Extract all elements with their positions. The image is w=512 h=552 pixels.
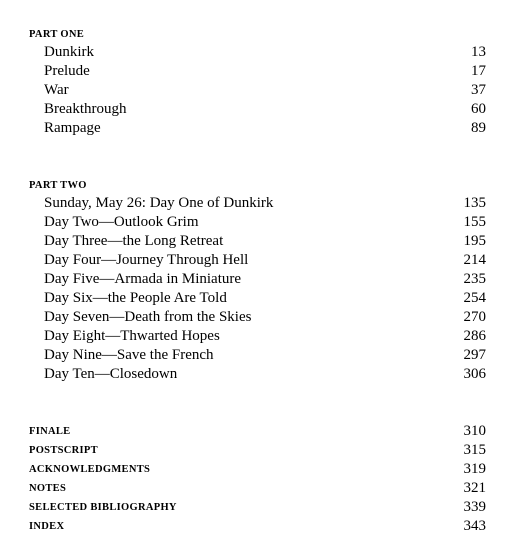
toc-entry-title: ACKNOWLEDGMENTS bbox=[29, 464, 151, 475]
toc-entry-title: INDEX bbox=[29, 521, 65, 532]
toc-entry-page: 235 bbox=[463, 271, 486, 287]
toc-entry-page: 155 bbox=[463, 214, 486, 230]
toc-entry-page: 343 bbox=[463, 518, 486, 534]
toc-entry-title: Day Three—the Long Retreat bbox=[44, 233, 224, 249]
toc-entry-title: Day Eight—Thwarted Hopes bbox=[44, 328, 220, 344]
toc-entry-page: 89 bbox=[471, 120, 486, 136]
toc-entry-page: 60 bbox=[471, 101, 486, 117]
toc-entry-page: 17 bbox=[471, 63, 486, 79]
toc-entry-page: 135 bbox=[463, 195, 486, 211]
toc-entry-page: 214 bbox=[463, 252, 486, 268]
toc-entry-title: Day Ten—Closedown bbox=[44, 366, 178, 382]
toc-entry-page: 254 bbox=[463, 290, 486, 306]
part-one-heading: PART ONE bbox=[29, 29, 85, 40]
toc-entry-title: Rampage bbox=[44, 120, 101, 136]
toc-entry-page: 306 bbox=[463, 366, 486, 382]
toc-entry-title: Day Five—Armada in Miniature bbox=[44, 271, 242, 287]
toc-entry-title: Dunkirk bbox=[44, 44, 94, 60]
toc-entry-title: FINALE bbox=[29, 426, 71, 437]
toc-entry-page: 315 bbox=[463, 442, 486, 458]
toc-entry-page: 195 bbox=[463, 233, 486, 249]
toc-entry-title: Sunday, May 26: Day One of Dunkirk bbox=[44, 195, 274, 211]
toc-entry-title: Day Four—Journey Through Hell bbox=[44, 252, 249, 268]
toc-entry-title: Day Seven—Death from the Skies bbox=[44, 309, 252, 325]
toc-entry-page: 13 bbox=[471, 44, 486, 60]
toc-entry-title: Day Six—the People Are Told bbox=[44, 290, 227, 306]
toc-entry-page: 286 bbox=[463, 328, 486, 344]
toc-entry-title: NOTES bbox=[29, 483, 67, 494]
toc-entry-title: POSTSCRIPT bbox=[29, 445, 98, 456]
toc-entry-title: Day Two—Outlook Grim bbox=[44, 214, 199, 230]
part-two-heading: PART TWO bbox=[29, 180, 87, 191]
toc-entry-title: SELECTED BIBLIOGRAPHY bbox=[29, 502, 177, 513]
toc-entry-page: 37 bbox=[471, 82, 486, 98]
toc-entry-page: 310 bbox=[463, 423, 486, 439]
toc-entry-page: 297 bbox=[463, 347, 486, 363]
toc-entry-title: Day Nine—Save the French bbox=[44, 347, 214, 363]
toc-entry-page: 339 bbox=[463, 499, 486, 515]
toc-entry-page: 321 bbox=[463, 480, 486, 496]
toc-entry-title: Prelude bbox=[44, 63, 90, 79]
toc-entry-title: War bbox=[44, 82, 69, 98]
toc-entry-page: 319 bbox=[463, 461, 486, 477]
toc-entry-title: Breakthrough bbox=[44, 101, 127, 117]
toc-entry-page: 270 bbox=[463, 309, 486, 325]
